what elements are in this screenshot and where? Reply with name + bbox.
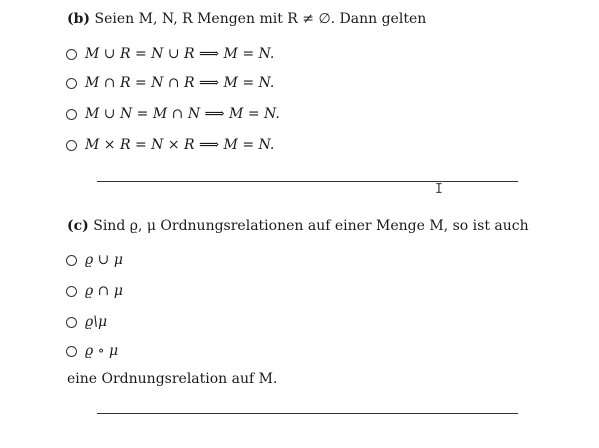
option-c-3[interactable] bbox=[66, 313, 107, 331]
option-b-1[interactable] bbox=[66, 45, 274, 63]
option-c-3-label: ϱ\μ bbox=[85, 314, 108, 330]
radio-button[interactable] bbox=[66, 317, 77, 328]
question-c-text: Sind ϱ, μ Ordnungsrelationen auf einer Menge M, so ist auch bbox=[93, 218, 529, 234]
option-b-3[interactable] bbox=[66, 105, 280, 123]
option-b-4-label: M × R = N × R ⟹ M = N. bbox=[85, 137, 275, 153]
answer-line-c[interactable] bbox=[97, 413, 518, 414]
question-b-label: (b) bbox=[67, 11, 91, 27]
radio-button[interactable] bbox=[66, 286, 77, 297]
radio-button[interactable] bbox=[66, 109, 77, 120]
question-c-label: (c) bbox=[67, 218, 89, 234]
option-b-2[interactable] bbox=[66, 74, 274, 92]
radio-button[interactable] bbox=[66, 140, 77, 151]
option-c-2-label: ϱ ∩ μ bbox=[85, 283, 123, 299]
option-c-2[interactable] bbox=[66, 282, 123, 300]
option-b-1-label: M ∪ R = N ∪ R ⟹ M = N. bbox=[85, 46, 275, 62]
option-b-3-label: M ∪ N = M ∩ N ⟹ M = N. bbox=[85, 106, 280, 122]
radio-button[interactable] bbox=[66, 49, 77, 60]
option-c-1-label: ϱ ∪ μ bbox=[85, 252, 123, 268]
radio-button[interactable] bbox=[66, 255, 77, 266]
question-c-heading bbox=[67, 218, 529, 234]
text-cursor: I bbox=[435, 182, 443, 197]
question-b-text: Seien M, N, R Mengen mit R ≠ ∅. Dann gelten bbox=[94, 11, 427, 27]
question-b-heading bbox=[67, 11, 426, 27]
option-b-4[interactable] bbox=[66, 136, 274, 154]
question-c-footer: eine Ordnungsrelation auf M. bbox=[67, 371, 278, 387]
answer-line-b[interactable] bbox=[97, 181, 518, 182]
radio-button[interactable] bbox=[66, 78, 77, 89]
option-c-4[interactable] bbox=[66, 342, 118, 360]
radio-button[interactable] bbox=[66, 346, 77, 357]
option-c-1[interactable] bbox=[66, 251, 123, 269]
option-c-4-label: ϱ ∘ μ bbox=[85, 343, 119, 359]
option-b-2-label: M ∩ R = N ∩ R ⟹ M = N. bbox=[85, 75, 275, 91]
